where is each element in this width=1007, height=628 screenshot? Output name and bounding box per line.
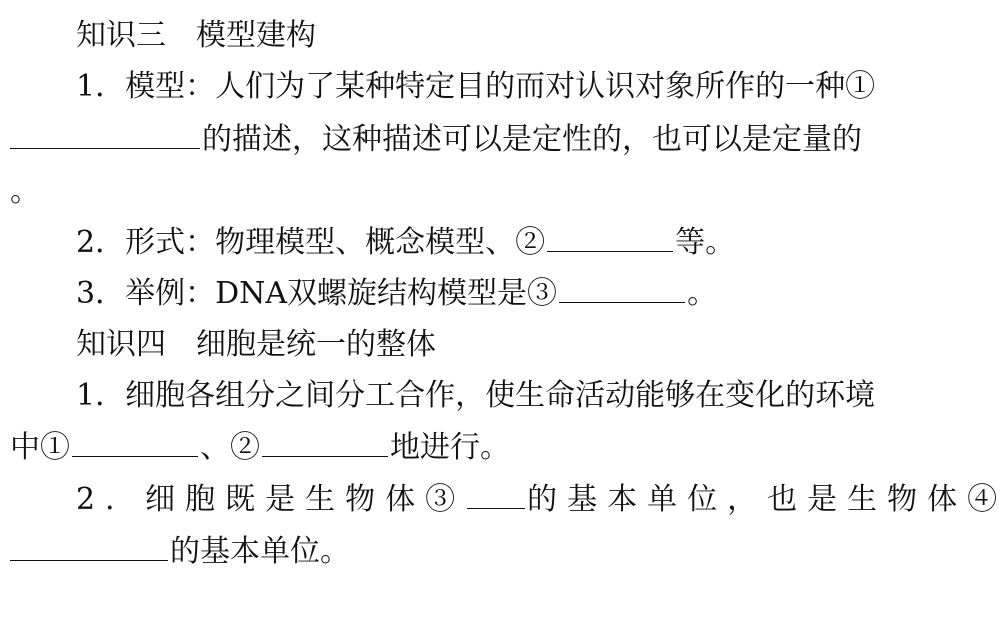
section3-item1-end: 。 [10, 174, 40, 209]
section3-item3 [76, 274, 936, 314]
section3-item1-line1 [76, 67, 936, 107]
section4-item1-line2 [10, 428, 935, 468]
section4-item1-middle: 、② [200, 430, 260, 465]
section3-item1-line3 [10, 172, 935, 212]
section4-item1-line2-start: 中① [10, 430, 70, 465]
section4-item2-lead: 2．细胞既是生物体③ [76, 482, 466, 517]
blank-cell-3[interactable] [467, 480, 525, 509]
section3-item3-after-blank: 。 [687, 276, 718, 311]
blank-model-3[interactable] [559, 274, 685, 303]
section3-item2-lead: 2．形式：物理模型、概念模型、② [76, 225, 546, 260]
section3-item1-line2 [10, 120, 935, 160]
section3-heading [76, 16, 936, 56]
section4-item1-lead: 1．细胞各组分之间分工合作，使生命活动能够在变化的环境 [76, 378, 876, 413]
section3-heading-title: 模型建构 [196, 18, 316, 53]
blank-cell-2[interactable] [262, 428, 388, 457]
section3-item1-lead: 1．模型：人们为了某种特定目的而对认识对象所作的一种① [76, 69, 876, 104]
section4-item2-after-blank: 的基本单位。 [170, 534, 350, 569]
section4-heading-number: 知识四 [76, 327, 166, 362]
section4-item2-line2 [10, 532, 935, 572]
section3-heading-number: 知识三 [76, 18, 166, 53]
section4-item2-line1 [76, 480, 1007, 520]
section3-item2 [76, 223, 936, 263]
section4-heading [76, 325, 936, 365]
section3-item2-after-blank: 等。 [675, 225, 736, 260]
blank-cell-4[interactable] [10, 532, 168, 561]
section4-item1-after-blank: 地进行。 [390, 430, 510, 465]
blank-cell-1[interactable] [72, 428, 198, 457]
blank-model-1[interactable] [10, 120, 200, 149]
section4-heading-title: 细胞是统一的整体 [196, 327, 436, 362]
section3-item1-after-blank: 的描述，这种描述可以是定性的，也可以是定量的 [202, 122, 862, 157]
section3-item3-lead: 3．举例：DNA双螺旋结构模型是③ [76, 276, 558, 311]
blank-model-2[interactable] [547, 223, 673, 252]
section4-item1-line1 [76, 376, 936, 416]
section4-item2-middle: 的基本单位，也是生物体④ [527, 482, 1007, 517]
